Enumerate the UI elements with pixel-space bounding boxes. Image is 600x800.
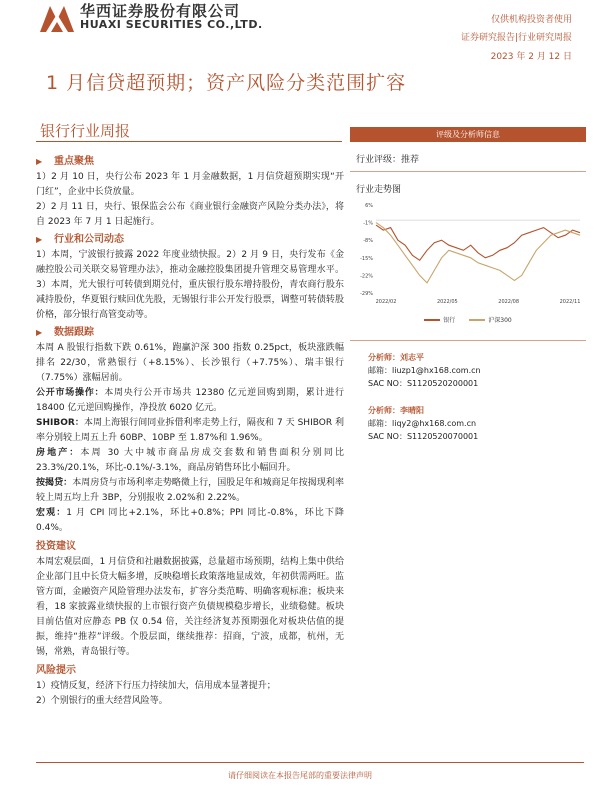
data-paragraph-5: 按揭贷：本周房贷与市场利率走势略微上行，国股足年和城商足年按揭现利率较上周五均上升 3BP，分别报收 2.02%和 2.22%。: [36, 478, 344, 503]
chart-legend: [350, 315, 586, 324]
triangle-bullet-icon: ▶: [36, 157, 43, 166]
x-tick-label: 2022/05: [436, 299, 458, 305]
company-name-en: HUAXI SECURITIES CO.,LTD.: [80, 18, 263, 31]
report-subtitle: 银行行业周报: [40, 122, 131, 140]
risk-paragraph-2: 2）个别银行的重大经营风险等。: [36, 696, 168, 706]
subtitle-divider: [36, 141, 342, 142]
header-audience: 仅供机构投资者使用: [490, 15, 572, 25]
data-paragraph-4: 房地产：本周 30 大中城市商品房成交套数和销售面积分别同比 23.3%/20.1%，环比-0.1%/-3.1%，商品房销售环比小幅回升。: [36, 448, 344, 473]
footer-divider: [36, 762, 584, 763]
triangle-bullet-icon: ▶: [36, 235, 43, 244]
y-tick-label: -29%: [360, 291, 373, 297]
data-paragraph-6: 宏观：1 月 CPI 同比+2.1%，环比+0.8%；PPI 同比-0.8%，环比下降 0.4%。: [36, 508, 344, 533]
section-investment: 投资建议: [36, 541, 76, 552]
header-date: 2023 年 2 月 12 日: [490, 52, 572, 62]
section-dynamics: ▶ 行业和公司动态: [36, 234, 124, 245]
y-tick-label: -8%: [363, 238, 373, 245]
y-tick-label: -22%: [360, 273, 373, 280]
industry-rating: 行业评级：推荐: [356, 155, 420, 165]
legal-notice-footer[interactable]: 请仔细阅读在本报告尾部的重要法律声明: [228, 771, 372, 780]
data-paragraph-2: 公开市场操作：本周央行公开市场共 12380 亿元逆回购到期，累计进行 18400 亿元逆回购操作，净投放 6020 亿元。: [36, 388, 344, 413]
report-title: 1 月信贷超预期；资产风险分类范围扩容: [46, 72, 407, 94]
y-tick-label: -15%: [360, 255, 373, 262]
sidebar: [350, 127, 586, 443]
huaxi-logo-icon: [40, 2, 74, 32]
trend-chart-title: 行业走势图: [356, 185, 402, 195]
x-tick-label: 2022/08: [498, 299, 520, 305]
analyst-1-sac: SAC NO：S1120520200001: [368, 379, 479, 388]
analyst-1: [350, 351, 586, 390]
x-tick-label: 2022/02: [375, 299, 397, 305]
main-column: [36, 152, 344, 709]
triangle-bullet-icon: ▶: [36, 328, 43, 337]
analyst-1-email[interactable]: 邮箱：liuzp1@hx168.com.cn: [368, 366, 481, 375]
data-paragraph-1: 本周 A 股银行指数下跌 0.61%，跑赢沪深 300 指数 0.25pct，板块涨跌幅排名 22/30，常熟银行（+8.15%）、长沙银行（+7.75%）、瑞丰银行（7.75%）涨幅居前。: [36, 343, 344, 383]
investment-paragraph: 本周宏观层面，1 月信贷和社融数据披露，总量超市场预期，结构上集中供给企业部门且中长贷大幅多增，反映稳增长政策落地显成效，年初供需两旺。监管方面，金融资产风险管理办法发布，扩容分类范畴、明确客观标准；板块来看，18 家披露业绩快报的上市银行资产负债规模稳步增长，业绩稳健。板块目前估值对应静态 PB 仅 0.54 倍，关注经济复苏预期强化对板块估值的提振，维持“推荐”评级。个股层面，继续推荐：招商，宁波，成都，杭州，无锡，常熟，青岛银行等。: [36, 557, 344, 657]
trend-chart: [350, 197, 586, 309]
analyst-2-sac: SAC NO：S1120520070001: [368, 432, 479, 441]
legend-item-csi300: 沪深300: [469, 315, 511, 324]
focus-paragraph-1: 1）2 月 10 日，央行公布 2023 年 1 月金融数据，1 月信贷超预期实现“开门红”，企业中长贷放量。: [36, 172, 344, 197]
analyst-2-name: 分析师：李晴阳: [368, 406, 424, 415]
analyst-2-email[interactable]: 邮箱：liqy2@hx168.com.cn: [368, 419, 477, 428]
x-tick-label: 2022/11: [559, 299, 581, 305]
series-line-0: [376, 225, 580, 260]
section-data: ▶ 数据跟踪: [36, 327, 94, 338]
sidebar-divider: [350, 340, 586, 341]
section-risk: 风险提示: [36, 665, 76, 676]
legend-swatch: [469, 319, 485, 321]
data-paragraph-3: SHIBOR：本周上海银行间同业拆借利率走势上行，隔夜和 7 天 SHIBOR 利率分别较上周五上升 60BP、10BP 至 1.87%和 1.96%。: [36, 418, 344, 443]
dynamics-paragraph: 1）本周，宁波银行披露 2022 年度业绩快报。2）2 月 9 日，央行发布《金融控股公司关联交易管理办法》，推动金融控股集团提升管理交易管理水平。3）本周，光大银行可转债到期兑付，重庆银行股东增持股份，青农商行股东减持股份，华夏银行赎回优先股，无锡银行非公开发行股票，调整可转债转股价格，部分银行高管变动等。: [36, 250, 344, 320]
focus-paragraph-2: 2）2 月 11 日，央行、银保监会公布《商业银行金融资产风险分类办法》，将自 2023 年 7 月 1 日起施行。: [36, 202, 344, 227]
section-focus: ▶ 重点聚焦: [36, 156, 94, 167]
header-report-type: 证券研究报告|行业研究周报: [460, 33, 572, 43]
analyst-2: [350, 404, 586, 443]
legend-swatch: [424, 319, 440, 321]
risk-paragraph-1: 1）疫情反复，经济下行压力持续加大，信用成本显著提升；: [36, 681, 276, 691]
y-tick-label: 6%: [365, 203, 373, 209]
company-name-cn: 华西证券股份有限公司: [80, 2, 241, 20]
sidebar-header-bar: 评级及分析师信息: [350, 127, 586, 142]
y-tick-label: -1%: [363, 220, 373, 227]
analyst-1-name: 分析师：刘志平: [368, 353, 424, 362]
legend-item-bank: 银行: [424, 315, 455, 324]
